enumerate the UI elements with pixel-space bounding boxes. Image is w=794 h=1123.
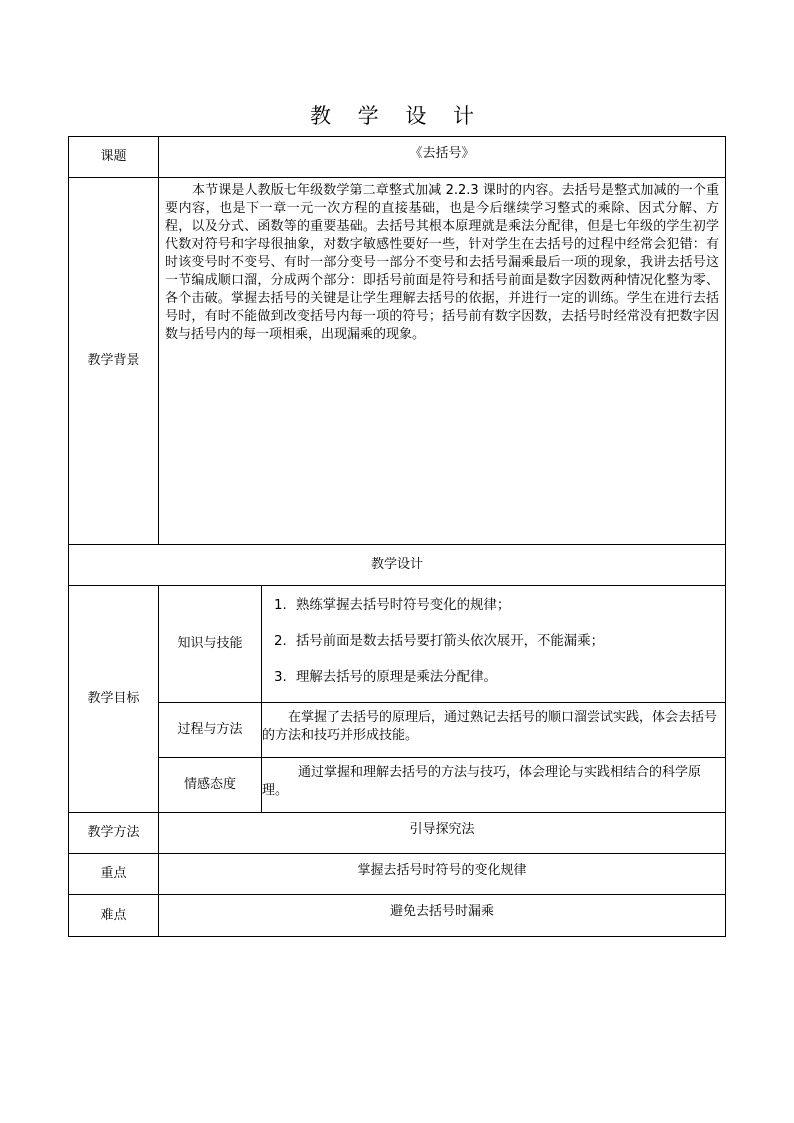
design-header: 教学设计 bbox=[69, 545, 726, 586]
list-item bbox=[262, 660, 725, 696]
method-label: 教学方法 bbox=[69, 813, 159, 854]
process-label: 过程与方法 bbox=[159, 703, 262, 758]
objectives-label: 教学目标 bbox=[69, 586, 159, 813]
list-number: 2. bbox=[274, 634, 287, 649]
method-row bbox=[69, 813, 726, 854]
process-text: 在掌握了去括号的原理后，通过熟记去括号的顺口溜尝试实践，体会去括号的方法和技巧并形成技能。 bbox=[262, 703, 726, 758]
key-point-label: 重点 bbox=[69, 854, 159, 895]
list-text: 理解去括号的原理是乘法分配律。 bbox=[296, 670, 497, 685]
lesson-plan-table bbox=[68, 136, 726, 937]
objective-knowledge-row bbox=[69, 586, 726, 703]
topic-row bbox=[69, 137, 726, 178]
list-number: 1. bbox=[274, 598, 287, 613]
difficulty-label: 难点 bbox=[69, 895, 159, 937]
difficulty-value: 避免去括号时漏乘 bbox=[159, 895, 726, 937]
list-item bbox=[262, 588, 725, 624]
knowledge-list bbox=[262, 586, 726, 703]
design-header-row bbox=[69, 545, 726, 586]
method-value: 引导探究法 bbox=[159, 813, 726, 854]
key-point-row bbox=[69, 854, 726, 895]
topic-value: 《去括号》 bbox=[159, 137, 726, 178]
topic-label: 课题 bbox=[69, 137, 159, 178]
objective-process-row bbox=[69, 703, 726, 758]
objective-emotion-row bbox=[69, 758, 726, 813]
list-text: 熟练掌握去括号时符号变化的规律； bbox=[296, 598, 511, 613]
list-item bbox=[262, 624, 725, 660]
key-point-value: 掌握去括号时符号的变化规律 bbox=[159, 854, 726, 895]
page-title: 教 学 设 计 bbox=[309, 104, 485, 128]
difficulty-row bbox=[69, 895, 726, 937]
list-text: 括号前面是数去括号要打箭头依次展开，不能漏乘； bbox=[296, 634, 604, 649]
emotion-text: 通过掌握和理解去括号的方法与技巧，体会理论与实践相结合的科学原理。 bbox=[262, 758, 726, 813]
background-label: 教学背景 bbox=[69, 178, 159, 545]
background-text: 本节课是人教版七年级数学第二章整式加减 2.2.3 课时的内容。去括号是整式加减的一个重要内容，也是下一章一元一次方程的直接基础，也是今后继续学习整式的乘除、因式分解、方程，以及分式、函数等的重要基础。去括号其根本原理就是乘法分配律，但是七年级的学生初学代数对符号和字母很抽象，对数字敏感性要好一些，针对学生在去括号的过程中经常会犯错：有时该变号时不变号、有时一部分变号一部分不变号和去括号漏乘最后一项的现象，我讲去括号这一节编成顺口溜，分成两个部分：即括号前面是符号和括号前面是数字因数两种情况化整为零、各个击破。掌握去括号的关键是让学生理解去括号的依据，并进行一定的训练。学生在进行去括号时，有时不能做到改变括号内每一项的符号；括号前有数字因数，去括号时经常没有把数字因数与括号内的每一项相乘，出现漏乘的现象。 bbox=[159, 178, 726, 545]
emotion-label: 情感态度 bbox=[159, 758, 262, 813]
list-number: 3. bbox=[274, 670, 287, 685]
background-row bbox=[69, 178, 726, 545]
knowledge-label: 知识与技能 bbox=[159, 586, 262, 703]
